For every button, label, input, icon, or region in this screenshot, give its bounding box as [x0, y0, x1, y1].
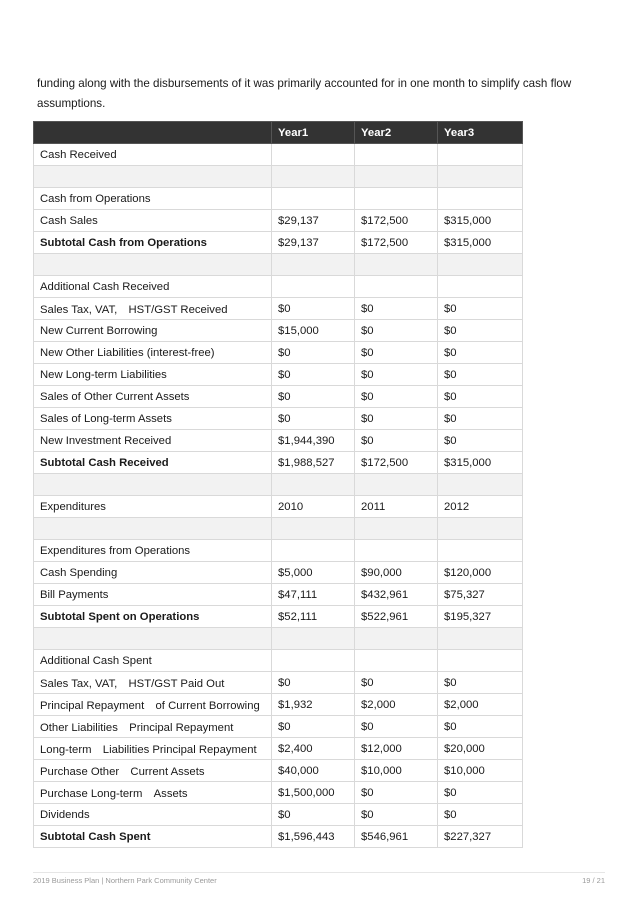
row-value-year1 [272, 474, 355, 496]
header-label-column [34, 122, 272, 144]
row-label: Sales Tax, VAT, HST/GST Paid Out [34, 672, 272, 694]
row-value-year2: $0 [355, 804, 438, 826]
row-value-year2: $172,500 [355, 452, 438, 474]
row-value-year3: 2012 [438, 496, 523, 518]
table-row [34, 760, 523, 782]
row-label: Expenditures from Operations [34, 540, 272, 562]
row-value-year1 [272, 276, 355, 298]
row-value-year3: $227,327 [438, 826, 523, 848]
row-label [34, 474, 272, 496]
row-value-year3: $0 [438, 386, 523, 408]
table-row [34, 276, 523, 298]
row-value-year2: $0 [355, 386, 438, 408]
table-row [34, 166, 523, 188]
row-value-year1: 2010 [272, 496, 355, 518]
table-row [34, 430, 523, 452]
row-label: Subtotal Spent on Operations [34, 606, 272, 628]
table-row [34, 650, 523, 672]
row-value-year3 [438, 474, 523, 496]
row-value-year1: $0 [272, 298, 355, 320]
row-label: Subtotal Cash from Operations [34, 232, 272, 254]
table-row [34, 232, 523, 254]
row-value-year1 [272, 628, 355, 650]
row-label: Other Liabilities Principal Repayment [34, 716, 272, 738]
row-value-year1: $0 [272, 342, 355, 364]
row-value-year2: $10,000 [355, 760, 438, 782]
row-label [34, 628, 272, 650]
row-value-year2: $0 [355, 782, 438, 804]
footer-page-number: 19 / 21 [582, 876, 605, 885]
row-value-year1: $0 [272, 716, 355, 738]
row-value-year2: $12,000 [355, 738, 438, 760]
row-label: Cash Sales [34, 210, 272, 232]
row-value-year2 [355, 188, 438, 210]
table-row [34, 386, 523, 408]
row-label: Sales of Long-term Assets [34, 408, 272, 430]
row-value-year2: $0 [355, 408, 438, 430]
row-value-year2 [355, 166, 438, 188]
row-value-year2: 2011 [355, 496, 438, 518]
row-value-year1: $1,500,000 [272, 782, 355, 804]
row-label: Sales Tax, VAT, HST/GST Received [34, 298, 272, 320]
footer-divider [33, 872, 605, 873]
table-row [34, 144, 523, 166]
row-value-year3: $0 [438, 320, 523, 342]
row-label: New Long-term Liabilities [34, 364, 272, 386]
row-value-year3: $0 [438, 716, 523, 738]
row-value-year1 [272, 166, 355, 188]
row-value-year1: $52,111 [272, 606, 355, 628]
table-row [34, 826, 523, 848]
row-label: Bill Payments [34, 584, 272, 606]
row-value-year1 [272, 650, 355, 672]
row-value-year3 [438, 628, 523, 650]
table-row [34, 606, 523, 628]
row-value-year2: $0 [355, 672, 438, 694]
row-value-year3 [438, 540, 523, 562]
row-value-year1 [272, 144, 355, 166]
table-row [34, 716, 523, 738]
row-value-year3: $315,000 [438, 210, 523, 232]
row-value-year3: $75,327 [438, 584, 523, 606]
row-value-year1 [272, 518, 355, 540]
row-value-year2: $172,500 [355, 210, 438, 232]
row-value-year3: $0 [438, 408, 523, 430]
row-value-year2: $0 [355, 364, 438, 386]
row-label: Cash from Operations [34, 188, 272, 210]
table-row [34, 254, 523, 276]
table-row [34, 298, 523, 320]
row-value-year1: $29,137 [272, 232, 355, 254]
row-value-year2 [355, 144, 438, 166]
row-value-year1: $1,932 [272, 694, 355, 716]
table-row [34, 364, 523, 386]
row-value-year3 [438, 518, 523, 540]
table-row [34, 452, 523, 474]
row-value-year2 [355, 518, 438, 540]
row-label: New Current Borrowing [34, 320, 272, 342]
row-value-year2: $0 [355, 320, 438, 342]
row-value-year1: $2,400 [272, 738, 355, 760]
row-value-year3 [438, 188, 523, 210]
row-value-year2 [355, 628, 438, 650]
row-value-year2: $432,961 [355, 584, 438, 606]
row-value-year3: $195,327 [438, 606, 523, 628]
row-value-year1: $1,944,390 [272, 430, 355, 452]
table-row [34, 408, 523, 430]
row-value-year2 [355, 254, 438, 276]
table-row [34, 540, 523, 562]
table-row [34, 320, 523, 342]
row-value-year1: $5,000 [272, 562, 355, 584]
row-label: Sales of Other Current Assets [34, 386, 272, 408]
row-value-year1 [272, 254, 355, 276]
table-row [34, 804, 523, 826]
row-value-year2: $0 [355, 430, 438, 452]
row-value-year2 [355, 540, 438, 562]
row-label [34, 254, 272, 276]
row-value-year1: $1,596,443 [272, 826, 355, 848]
row-label: New Investment Received [34, 430, 272, 452]
row-value-year2 [355, 650, 438, 672]
row-value-year2: $0 [355, 342, 438, 364]
row-value-year3: $0 [438, 298, 523, 320]
table-row [34, 188, 523, 210]
intro-paragraph: funding along with the disbursements of it was primarily accounted for in one month to simplify cash flow assumptions. [37, 77, 572, 110]
row-value-year3: $120,000 [438, 562, 523, 584]
row-label: New Other Liabilities (interest-free) [34, 342, 272, 364]
row-label: Subtotal Cash Spent [34, 826, 272, 848]
table-body [34, 144, 523, 848]
row-value-year3: $0 [438, 342, 523, 364]
table-header-row [34, 122, 523, 144]
row-value-year2: $546,961 [355, 826, 438, 848]
row-value-year3: $315,000 [438, 232, 523, 254]
row-label: Purchase Long-term Assets [34, 782, 272, 804]
table-row [34, 738, 523, 760]
row-value-year1: $15,000 [272, 320, 355, 342]
header-year2: Year2 [355, 122, 438, 144]
table-row [34, 782, 523, 804]
table-row [34, 518, 523, 540]
row-value-year3: $10,000 [438, 760, 523, 782]
row-value-year2 [355, 276, 438, 298]
table-row [34, 694, 523, 716]
row-label: Cash Received [34, 144, 272, 166]
header-year1: Year1 [272, 122, 355, 144]
row-value-year1 [272, 540, 355, 562]
row-value-year3: $20,000 [438, 738, 523, 760]
row-value-year3: $0 [438, 430, 523, 452]
row-label: Cash Spending [34, 562, 272, 584]
row-value-year3: $0 [438, 782, 523, 804]
row-label [34, 518, 272, 540]
row-value-year2: $90,000 [355, 562, 438, 584]
row-value-year3 [438, 276, 523, 298]
row-value-year1: $29,137 [272, 210, 355, 232]
row-label: Dividends [34, 804, 272, 826]
table-row [34, 628, 523, 650]
row-value-year3 [438, 166, 523, 188]
row-value-year1: $0 [272, 672, 355, 694]
footer-document-title: 2019 Business Plan | Northern Park Community Center [33, 876, 217, 885]
row-value-year1 [272, 188, 355, 210]
row-label: Additional Cash Spent [34, 650, 272, 672]
row-value-year3: $0 [438, 364, 523, 386]
row-value-year2: $172,500 [355, 232, 438, 254]
row-label [34, 166, 272, 188]
row-value-year3: $0 [438, 804, 523, 826]
row-value-year1: $47,111 [272, 584, 355, 606]
row-value-year2: $0 [355, 716, 438, 738]
row-label: Additional Cash Received [34, 276, 272, 298]
row-value-year1: $0 [272, 364, 355, 386]
row-label: Purchase Other Current Assets [34, 760, 272, 782]
row-value-year2 [355, 474, 438, 496]
row-label: Expenditures [34, 496, 272, 518]
row-value-year2: $522,961 [355, 606, 438, 628]
row-value-year3 [438, 254, 523, 276]
table-row [34, 562, 523, 584]
row-value-year1: $40,000 [272, 760, 355, 782]
table-row [34, 672, 523, 694]
row-label: Long-term Liabilities Principal Repayment [34, 738, 272, 760]
row-label: Principal Repayment of Current Borrowing [34, 694, 272, 716]
table-row [34, 474, 523, 496]
row-value-year3 [438, 650, 523, 672]
cash-flow-table [33, 121, 523, 848]
header-year3: Year3 [438, 122, 523, 144]
row-value-year1: $0 [272, 408, 355, 430]
row-value-year3: $2,000 [438, 694, 523, 716]
row-value-year1: $0 [272, 804, 355, 826]
table-row [34, 584, 523, 606]
row-value-year1: $1,988,527 [272, 452, 355, 474]
row-value-year3: $0 [438, 672, 523, 694]
table-row [34, 342, 523, 364]
row-value-year3 [438, 144, 523, 166]
row-value-year1: $0 [272, 386, 355, 408]
table-row [34, 210, 523, 232]
row-value-year2: $0 [355, 298, 438, 320]
row-value-year2: $2,000 [355, 694, 438, 716]
row-label: Subtotal Cash Received [34, 452, 272, 474]
table-row [34, 496, 523, 518]
row-value-year3: $315,000 [438, 452, 523, 474]
